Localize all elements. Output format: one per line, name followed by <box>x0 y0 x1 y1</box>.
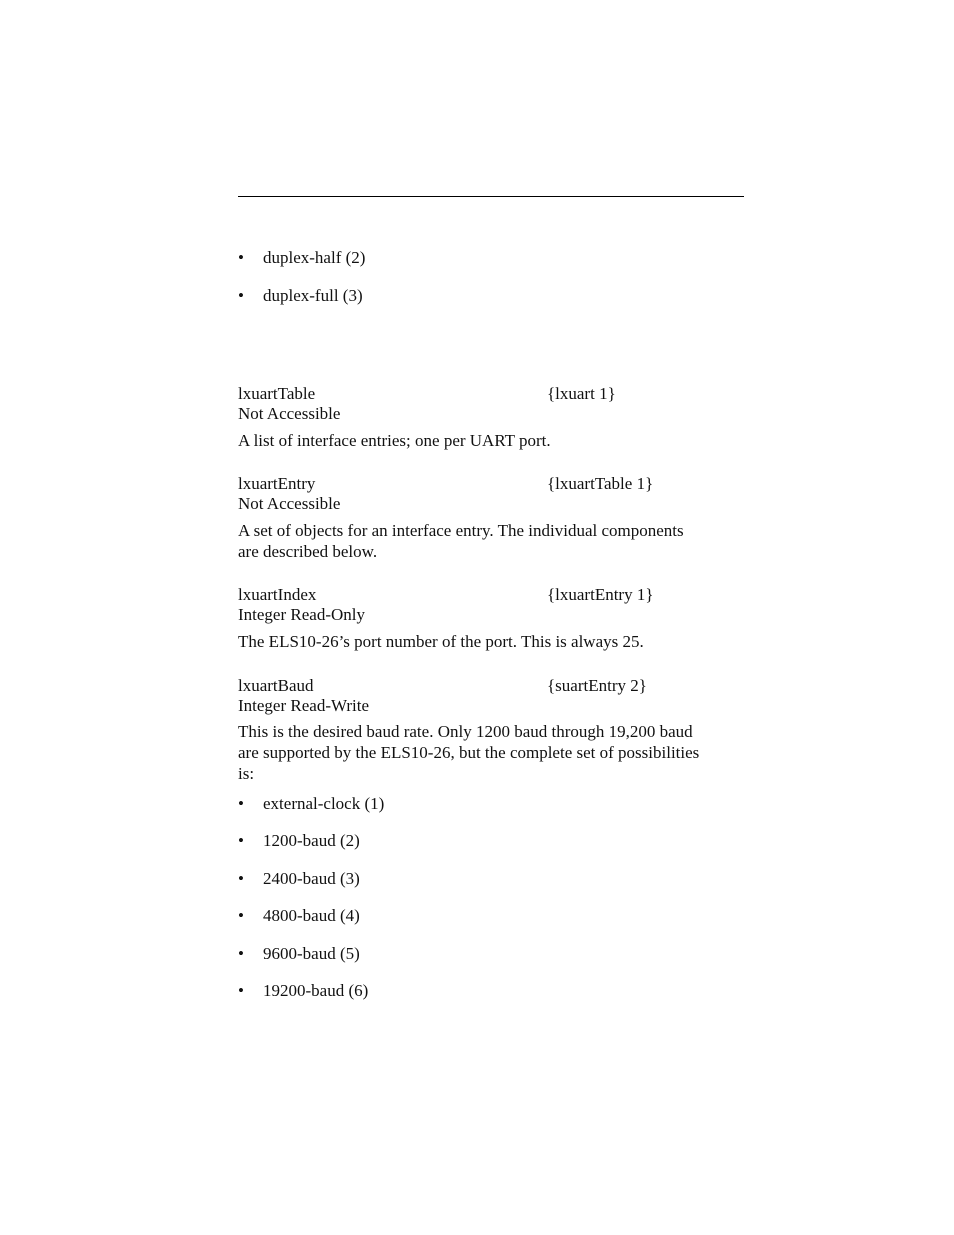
list-item-text: 19200-baud (6) <box>263 981 369 1000</box>
object-name: lxuartEntry <box>238 474 316 493</box>
bullet-marker: • <box>238 248 244 267</box>
object-description <box>238 520 748 562</box>
description-line: are supported by the ELS10-26, but the complete set of possibilities <box>238 743 700 762</box>
bullet-marker: • <box>238 944 244 963</box>
list-item-text: 9600-baud (5) <box>263 944 360 963</box>
object-oid: {lxuart 1} <box>547 384 616 403</box>
object-oid: {suartEntry 2} <box>547 676 647 695</box>
list-item-text: 2400-baud (3) <box>263 869 360 888</box>
object-name: lxuartIndex <box>238 585 317 604</box>
list-item-text: 4800-baud (4) <box>263 906 360 925</box>
description-line: are described below. <box>238 542 378 561</box>
bullet-marker: • <box>238 906 244 925</box>
bullet-marker: • <box>238 981 244 1000</box>
object-name: lxuartTable <box>238 384 316 403</box>
bullet-marker: • <box>238 869 244 888</box>
object-access: Not Accessible <box>238 494 341 513</box>
object-description: A list of interface entries; one per UART port. <box>238 431 551 450</box>
description-line: This is the desired baud rate. Only 1200 baud through 19,200 baud <box>238 722 693 741</box>
list-item-text: 1200-baud (2) <box>263 831 360 850</box>
object-access: Integer Read-Only <box>238 605 365 624</box>
bullet-marker: • <box>238 831 244 850</box>
list-item-text: duplex-full (3) <box>263 286 363 305</box>
object-name: lxuartBaud <box>238 676 314 695</box>
object-access: Integer Read-Write <box>238 696 369 715</box>
bullet-marker: • <box>238 286 244 305</box>
object-access: Not Accessible <box>238 404 341 423</box>
bullet-marker: • <box>238 794 244 813</box>
object-description: The ELS10-26’s port number of the port. This is always 25. <box>238 632 644 651</box>
description-line: is: <box>238 764 255 783</box>
object-description <box>238 721 748 784</box>
description-line: A set of objects for an interface entry. The individual components <box>238 521 684 540</box>
list-item-text: external-clock (1) <box>263 794 385 813</box>
object-oid: {lxuartTable 1} <box>547 474 654 493</box>
object-oid: {lxuartEntry 1} <box>547 585 654 604</box>
list-item-text: duplex-half (2) <box>263 248 366 267</box>
header-rule <box>238 196 744 197</box>
